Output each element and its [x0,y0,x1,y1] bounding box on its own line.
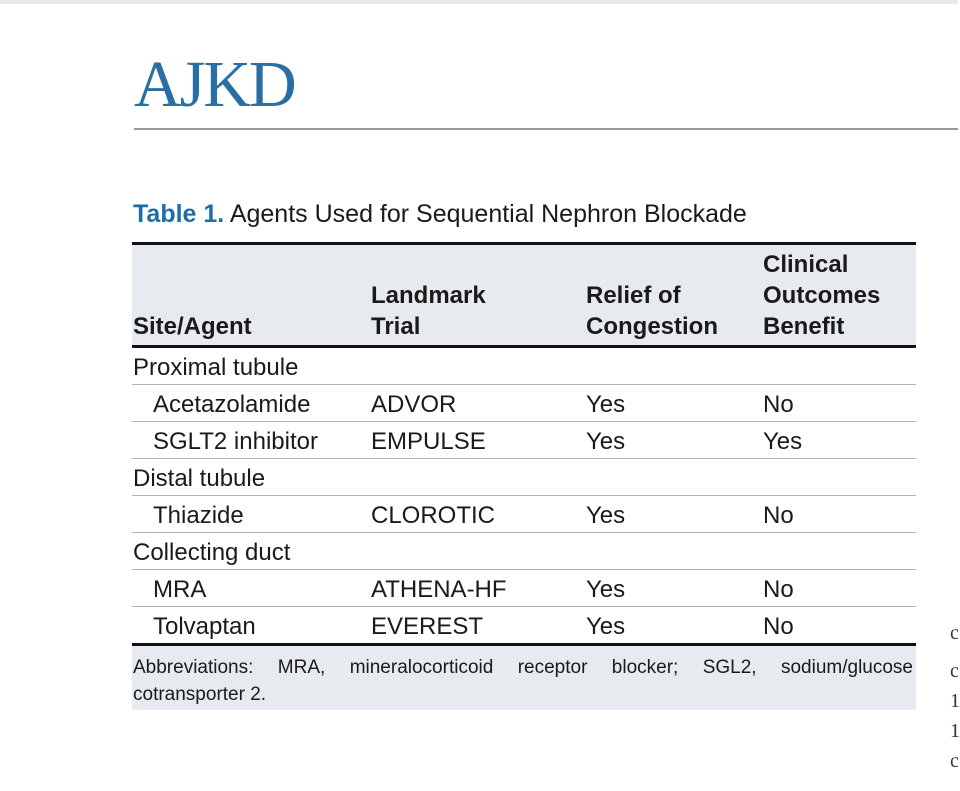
margin-fragment: c [950,622,959,644]
cell-site: Collecting duct [133,539,291,566]
table-row [132,607,916,646]
cell-relief: Yes [586,391,626,418]
data-table [132,242,916,710]
table-label: Table 1. [133,200,225,228]
cell-outcomes: No [763,576,794,603]
table-footnote: Abbreviations: MRA, mineralocorticoid receptor blocker; SGL2, sodium/glucose cotransporter 2. [132,646,916,710]
cell-trial: CLOROTIC [371,502,496,529]
table-header [132,242,916,348]
table-row [132,570,916,607]
cell-relief: Yes [586,428,626,455]
table-title: Agents Used for Sequential Nephron Blockade [229,200,747,228]
cell-outcomes: No [763,502,794,529]
margin-fragment: 1 [950,720,960,742]
table-row [132,533,916,570]
cell-relief: Yes [586,502,626,529]
table-row [132,496,916,533]
cell-outcomes: No [763,391,794,418]
margin-fragment: 1 [950,690,960,712]
top-strip [0,0,958,4]
margin-fragment: c [950,750,959,772]
table-row [132,422,916,459]
table-row [132,385,916,422]
cell-site: MRA [153,576,207,603]
cell-outcomes: Yes [763,428,803,455]
journal-logo: AJKD [134,48,295,121]
cell-site: Thiazide [153,502,244,529]
cell-site: Tolvaptan [153,613,256,640]
cell-relief: Yes [586,613,626,640]
cell-trial: EMPULSE [371,428,486,455]
cell-trial: ADVOR [371,391,457,418]
table-caption [133,200,747,229]
cell-relief: Yes [586,576,626,603]
cell-outcomes: No [763,613,794,640]
cell-site: Proximal tubule [133,354,299,381]
table-row [132,459,916,496]
header-site-agent: Site/Agent [133,313,252,340]
header-landmark-trial: Landmark Trial [371,282,486,340]
cell-site: Acetazolamide [153,391,311,418]
cell-site: Distal tubule [133,465,266,492]
cell-trial: ATHENA-HF [371,576,507,603]
header-rule [134,128,958,130]
margin-fragment: c [950,660,959,682]
cell-trial: EVEREST [371,613,484,640]
header-clinical-outcomes-benefit: Clinical Outcomes Benefit [763,251,881,340]
header-relief-of-congestion: Relief of Congestion [586,282,718,340]
cell-site: SGLT2 inhibitor [153,428,318,455]
table-row [132,348,916,385]
